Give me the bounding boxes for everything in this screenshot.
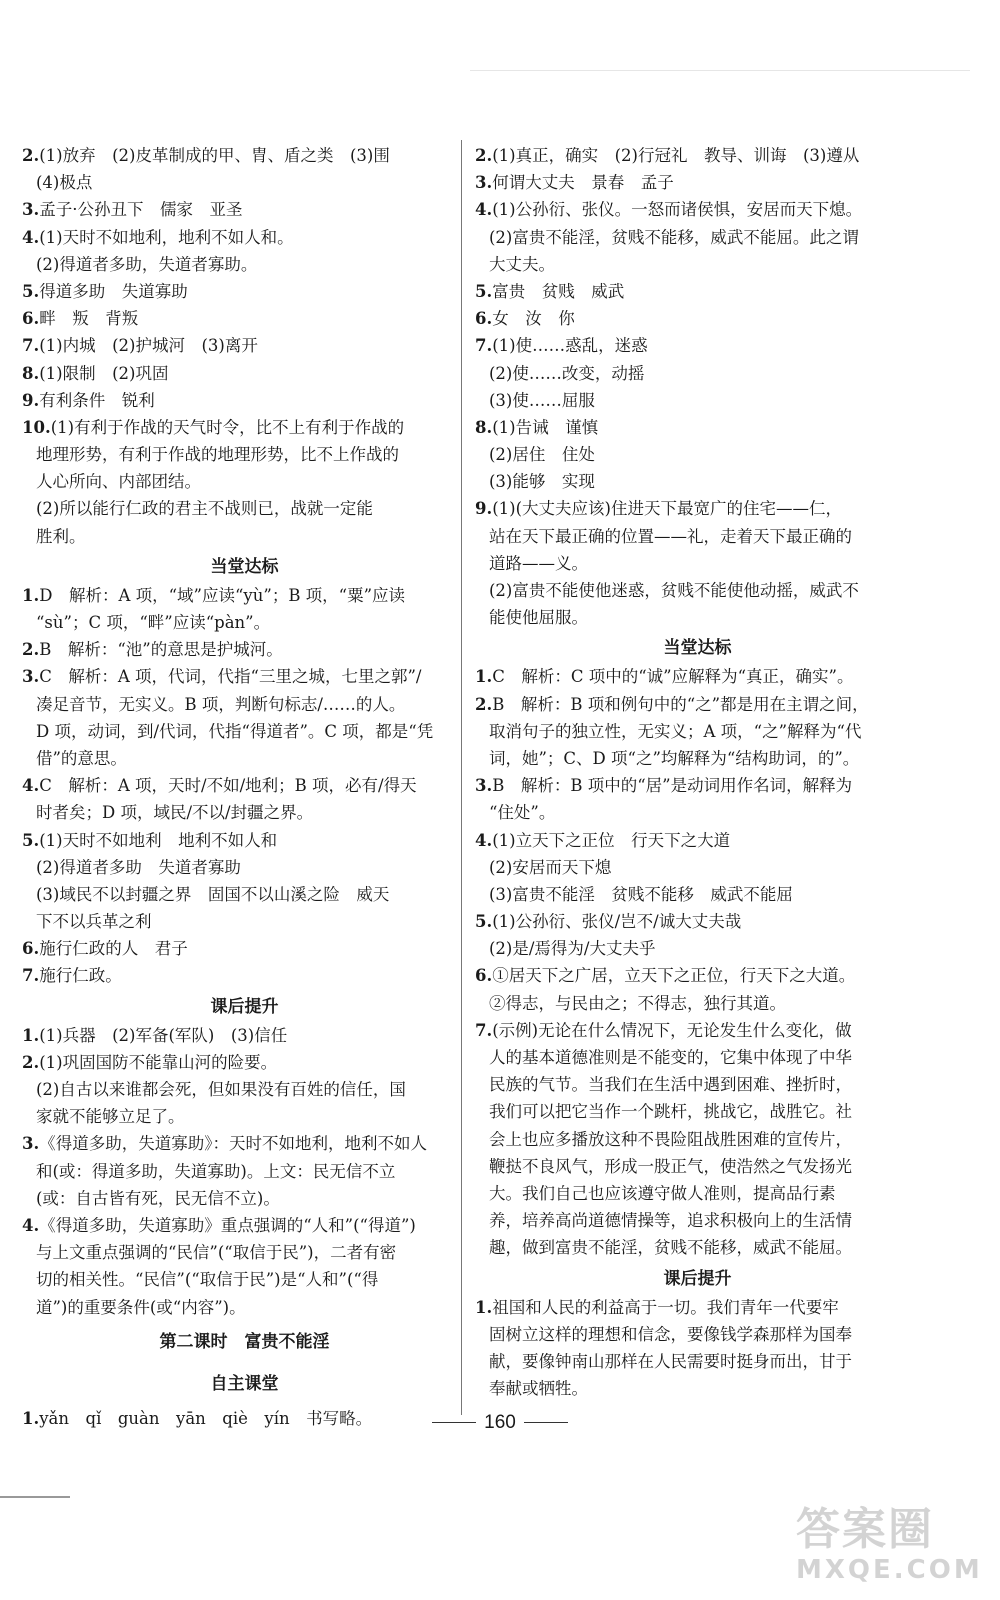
- answer-line: [22, 609, 467, 636]
- answer-line: [475, 1153, 920, 1180]
- item-text: (3)富贵不能淫 贫贱不能移 威武不能屈: [489, 884, 793, 904]
- answer-item: [22, 582, 467, 609]
- item-number: 7.: [475, 336, 493, 356]
- item-number: 6.: [475, 966, 493, 986]
- answer-item: [475, 1017, 920, 1044]
- item-text: 家就不能够立足了。: [36, 1107, 185, 1127]
- item-text: (1)兵器 (2)军备(军队) (3)信任: [39, 1025, 288, 1045]
- item-number: 4.: [475, 200, 493, 220]
- answer-line: [475, 1044, 920, 1071]
- answer-item: [22, 827, 467, 854]
- item-text: 孟子·公孙丑下 儒家 亚圣: [39, 200, 243, 220]
- item-text: (1)公孙衍、张仪/岂不/诚大丈夫哉: [492, 912, 742, 932]
- item-text: (2)使……改变，动摇: [489, 363, 645, 383]
- item-text: 人心所向、内部团结。: [36, 472, 201, 492]
- answer-item: [475, 278, 920, 305]
- answer-item: [22, 224, 467, 251]
- answer-item: [22, 142, 467, 169]
- item-text: (2)安居而天下熄: [489, 857, 612, 877]
- answer-line: [475, 935, 920, 962]
- item-number: 4.: [22, 1215, 40, 1235]
- item-text: (示例)无论在什么情况下，无论发生什么变化，做: [492, 1020, 852, 1040]
- item-text: (1)有利于作战的天气时令，比不上有利于作战的: [50, 417, 405, 437]
- section-heading: 当堂达标: [663, 638, 732, 659]
- answer-line: [475, 1207, 920, 1234]
- item-text: (2)居住 住处: [489, 445, 595, 465]
- item-text: 大。我们自己也应该遵守做人准则，提高品行素: [489, 1183, 836, 1203]
- item-text: (或：自古皆有死，民无信不立)。: [36, 1188, 280, 1208]
- item-number: 6.: [22, 309, 40, 329]
- item-text: 借”的意思。: [36, 748, 127, 768]
- answer-line: [475, 604, 920, 631]
- item-number: 5.: [475, 281, 493, 301]
- item-text: 有利条件 锐利: [39, 390, 155, 410]
- answer-line: [475, 1234, 920, 1261]
- answer-item: [475, 663, 920, 690]
- answer-item: [475, 332, 920, 359]
- item-text: C 解析：A 项，代词，代指“三里之城，七里之郭”/: [39, 667, 422, 687]
- footer-dash-right: [524, 1422, 568, 1423]
- answer-item: [475, 305, 920, 332]
- answer-line: [22, 799, 467, 826]
- item-text: (1)天时不如地利 地利不如人和: [39, 830, 278, 850]
- item-number: 7.: [22, 336, 40, 356]
- item-text: 站在天下最正确的位置——礼，走着天下最正确的: [489, 526, 852, 546]
- item-text: 何谓大丈夫 景春 孟子: [492, 173, 674, 193]
- answer-line: [22, 523, 467, 550]
- item-text: (2)是/焉得为/大丈夫乎: [489, 939, 656, 959]
- item-text: 奉献或牺牲。: [489, 1379, 588, 1399]
- item-text: 地理形势，有利于作战的地理形势，比不上作战的: [36, 445, 399, 465]
- item-text: 女 汝 你: [492, 309, 575, 329]
- item-text: (1)公孙衍、张仪。一怒而诸侯惧，安居而天下熄。: [492, 200, 863, 220]
- item-number: 2.: [22, 146, 40, 165]
- answer-line: [475, 1098, 920, 1125]
- answer-line: [22, 745, 467, 772]
- item-text: 与上文重点强调的“民信”(“取信于民”)，二者有密: [36, 1243, 397, 1263]
- answer-line: [22, 691, 467, 718]
- item-text: 取消句子的独立性，无实义；A 项，“之”解释为“代: [489, 721, 862, 741]
- item-text: ①居天下之广居，立天下之正位，行天下之大道。: [492, 966, 856, 986]
- right-column: [475, 142, 920, 1402]
- item-text: (4)极点: [36, 173, 93, 193]
- answer-item: [22, 772, 467, 799]
- answer-item: [22, 360, 467, 387]
- answer-line: [22, 1266, 467, 1293]
- answer-item: [22, 663, 467, 690]
- item-text: 胜利。: [36, 526, 86, 546]
- item-text: (1)(大丈夫应该)住进天下最宽广的住宅——仁，: [492, 499, 842, 519]
- answer-line: [22, 1294, 467, 1321]
- item-text: (1)使……惑乱，迷惑: [492, 336, 648, 356]
- answer-item: [475, 827, 920, 854]
- item-text: “住处”。: [489, 803, 556, 823]
- item-text: (3)能够 实现: [489, 472, 595, 492]
- item-number: 7.: [475, 1020, 493, 1040]
- section-heading: 课后提升: [663, 1268, 732, 1289]
- item-text: (1)真正，确实 (2)行冠礼 教导、训诲 (3)遵从: [492, 146, 860, 165]
- item-text: 得道多助 失道寡助: [39, 281, 188, 301]
- item-text: 和(或：得道多助，失道寡助)。上文：民无信不立: [36, 1161, 396, 1181]
- answer-item: [22, 1022, 467, 1049]
- item-text: (1)内城 (2)护城河 (3)离开: [39, 336, 258, 356]
- answer-line: [475, 799, 920, 826]
- item-text: 下不以兵革之利: [36, 912, 152, 932]
- item-number: 1.: [22, 1408, 40, 1428]
- item-text: 时者矣；D 项，域民/不以/封疆之界。: [36, 803, 314, 823]
- answer-line: [475, 360, 920, 387]
- item-text: 民族的气节。当我们在生活中遇到困难、挫折时，: [489, 1075, 852, 1095]
- answer-item: [22, 196, 467, 223]
- item-text: 切的相关性。“民信”(“取信于民”)是“人和”(“得: [36, 1270, 379, 1290]
- item-text: 能使他屈服。: [489, 608, 588, 628]
- answer-item: [475, 908, 920, 935]
- item-text: (1)巩固国防不能靠山河的险要。: [39, 1052, 278, 1072]
- answer-line: [475, 1071, 920, 1098]
- answer-line: [475, 251, 920, 278]
- item-text: 道路——义。: [489, 553, 588, 573]
- answer-line: [475, 1375, 920, 1402]
- item-number: 1.: [475, 667, 493, 687]
- answer-line: [475, 745, 920, 772]
- item-text: 《得道多助，失道寡助》：天时不如地利，地利不如人: [39, 1134, 427, 1154]
- answer-item: [475, 495, 920, 522]
- answer-line: [22, 495, 467, 522]
- answer-item: [475, 414, 920, 441]
- item-text: 固树立这样的理想和信念，要像钱学森那样为国奉: [489, 1324, 852, 1344]
- footer-dash-left: [432, 1422, 476, 1423]
- answer-line: [475, 550, 920, 577]
- item-number: 1.: [22, 585, 40, 605]
- item-text: (2)富贵不能使他迷惑，贫贱不能使他动摇，威武不: [489, 581, 859, 600]
- item-number: 3.: [475, 173, 493, 193]
- answer-line: [22, 251, 467, 278]
- item-text: (3)使……屈服: [489, 390, 595, 410]
- item-number: 2.: [22, 640, 40, 660]
- item-number: 6.: [475, 309, 493, 329]
- answer-line: [22, 1158, 467, 1185]
- answer-line: [475, 1321, 920, 1348]
- item-number: 3.: [22, 200, 40, 220]
- answer-item: [475, 1294, 920, 1321]
- answer-item: [22, 1130, 467, 1157]
- item-text: 凑足音节，无实义。B 项，判断句标志/……的人。: [36, 694, 406, 714]
- top-rule: [470, 70, 970, 71]
- item-text: 会上也应多播放这种不畏险阻战胜困难的宣传片，: [489, 1129, 852, 1149]
- watermark-top-text: 答案圈: [796, 1504, 934, 1555]
- item-number: 2.: [475, 694, 493, 714]
- item-number: 8.: [22, 363, 40, 383]
- item-text: 人的基本道德准则是不能变的，它集中体现了中华: [489, 1048, 852, 1067]
- item-text: C 解析：A 项，天时/不如/地利；B 项，必有/得天: [39, 776, 417, 796]
- answer-line: [22, 908, 467, 935]
- item-text: (1)放弃 (2)皮革制成的甲、胄、盾之类 (3)围: [39, 146, 390, 165]
- item-text: 道”)的重要条件(或“内容”)。: [36, 1297, 246, 1317]
- item-text: (2)得道者多助 失道者寡助: [36, 857, 241, 877]
- item-number: 2.: [475, 146, 493, 165]
- item-number: 3.: [22, 667, 40, 687]
- answer-line: [22, 1076, 467, 1103]
- page-number: 160: [484, 1412, 516, 1433]
- item-number: 1.: [475, 1297, 493, 1317]
- item-number: 1.: [22, 1025, 40, 1045]
- item-text: 趣，做到富贵不能淫，贫贱不能移，威武不能屈。: [489, 1238, 852, 1258]
- item-text: 献，要像钟南山那样在人民需要时挺身而出，甘于: [489, 1351, 852, 1371]
- item-text: 词，她”；C、D 项“之”均解释为“结构助词，的”。: [489, 748, 860, 768]
- item-text: 我们可以把它当作一个跳杆，挑战它，战胜它。社: [489, 1102, 852, 1122]
- item-text: 《得道多助，失道寡助》重点强调的“人和”(“得道”): [39, 1215, 416, 1235]
- item-text: (1)天时不如地利，地利不如人和。: [39, 227, 294, 247]
- answer-line: [475, 224, 920, 251]
- item-number: 9.: [22, 390, 40, 410]
- item-text: 富贵 贫贱 威武: [492, 281, 625, 301]
- item-text: D 项，动词，到/代词，代指“得道者”。C 项，都是“凭: [36, 721, 434, 741]
- item-text: (1)限制 (2)巩固: [39, 363, 169, 383]
- answer-item: [22, 935, 467, 962]
- answer-item: [22, 332, 467, 359]
- item-text: C 解析：C 项中的“诚”应解释为“真正，确实”。: [492, 667, 854, 687]
- watermark-bottom-text: MXQE.COM: [796, 1555, 983, 1585]
- answer-line: [22, 441, 467, 468]
- column-divider: [461, 140, 462, 1415]
- item-text: 祖国和人民的利益高于一切。我们青年一代要牢: [492, 1297, 839, 1317]
- answer-line: [22, 718, 467, 745]
- item-number: 3.: [22, 1134, 40, 1154]
- item-number: 2.: [22, 1052, 40, 1072]
- answer-line: [475, 577, 920, 604]
- answer-item: [475, 772, 920, 799]
- answer-line: [22, 854, 467, 881]
- answer-item: [22, 387, 467, 414]
- answer-item: [475, 691, 920, 718]
- item-text: (2)自古以来谁都会死，但如果没有百姓的信任，国: [36, 1080, 406, 1099]
- answer-item: [475, 962, 920, 989]
- answer-line: [475, 718, 920, 745]
- answer-item: [22, 636, 467, 663]
- item-number: 7.: [22, 966, 40, 986]
- left-column: [22, 142, 467, 1432]
- item-text: D 解析：A 项，“域”应读“yù”；B 项，“粟”应读: [39, 585, 406, 605]
- answer-item: [22, 414, 467, 441]
- answer-line: [22, 468, 467, 495]
- bottom-rule: [0, 1496, 70, 1498]
- item-number: 3.: [475, 776, 493, 796]
- answer-line: [475, 1180, 920, 1207]
- answer-line: [475, 441, 920, 468]
- answer-line: [475, 468, 920, 495]
- item-text: ②得志，与民由之；不得志，独行其道。: [489, 993, 786, 1013]
- watermark-logo: [796, 1505, 986, 1595]
- answer-item: [22, 1049, 467, 1076]
- item-text: 畔 叛 背叛: [39, 309, 139, 329]
- item-text: B 解析：B 项中的“居”是动词用作名词，解释为: [492, 776, 853, 796]
- item-text: (2)富贵不能淫，贫贱不能移，威武不能屈。此之谓: [489, 227, 859, 247]
- answer-item: [22, 278, 467, 305]
- answer-line: [475, 854, 920, 881]
- answer-line: [475, 523, 920, 550]
- section-heading: 第二课时 富贵不能淫: [159, 1331, 330, 1352]
- answer-line: [475, 1126, 920, 1153]
- page-number-footer: [0, 1412, 1000, 1434]
- answer-line: [22, 1239, 467, 1266]
- answer-item: [22, 1212, 467, 1239]
- section-heading: 当堂达标: [210, 556, 279, 577]
- item-text: B 解析：B 项和例句中的“之”都是用在主谓之间，: [492, 694, 869, 714]
- item-text: B 解析：“池”的意思是护城河。: [39, 640, 283, 660]
- item-text: (2)得道者多助，失道者寡助。: [36, 254, 258, 274]
- answer-line: [22, 169, 467, 196]
- item-text: (1)立天下之正位 行天下之大道: [492, 830, 731, 850]
- answer-line: [475, 387, 920, 414]
- answer-item: [475, 196, 920, 223]
- item-text: 大丈夫。: [489, 254, 555, 274]
- answer-item: [475, 142, 920, 169]
- item-text: 养，培养高尚道德情操等，追求积极向上的生活情: [489, 1211, 852, 1231]
- item-text: (3)域民不以封疆之界 固国不以山溪之险 威天: [36, 884, 390, 904]
- answer-line: [475, 1348, 920, 1375]
- item-text: 鞭挞不良风气，形成一股正气，使浩然之气发扬光: [489, 1156, 852, 1176]
- item-number: 6.: [22, 939, 40, 959]
- item-number: 5.: [22, 830, 40, 850]
- item-number: 4.: [475, 830, 493, 850]
- item-text: (1)告诫 谨慎: [492, 417, 599, 437]
- answer-line: [22, 881, 467, 908]
- answer-line: [475, 881, 920, 908]
- item-text: (2)所以能行仁政的君主不战则已，战就一定能: [36, 499, 373, 519]
- item-number: 9.: [475, 499, 493, 519]
- item-number: 4.: [22, 227, 40, 247]
- item-text: 施行仁政的人 君子: [39, 939, 188, 959]
- section-heading: 课后提升: [210, 996, 279, 1017]
- answer-line: [475, 990, 920, 1017]
- item-number: 10.: [22, 417, 51, 437]
- answer-item: [475, 169, 920, 196]
- item-number: 5.: [22, 281, 40, 301]
- answer-item: [22, 305, 467, 332]
- item-number: 5.: [475, 912, 493, 932]
- item-text: “sù”；C 项，“畔”应读“pàn”。: [36, 613, 271, 632]
- item-text: 施行仁政。: [39, 966, 122, 986]
- answer-item: [22, 962, 467, 989]
- section-heading: 自主课堂: [210, 1373, 279, 1394]
- item-number: 8.: [475, 417, 493, 437]
- answer-line: [22, 1185, 467, 1212]
- answer-line: [22, 1103, 467, 1130]
- item-text: yǎn qǐ guàn yān qiè yín 书写略。: [39, 1408, 373, 1428]
- item-number: 4.: [22, 776, 40, 796]
